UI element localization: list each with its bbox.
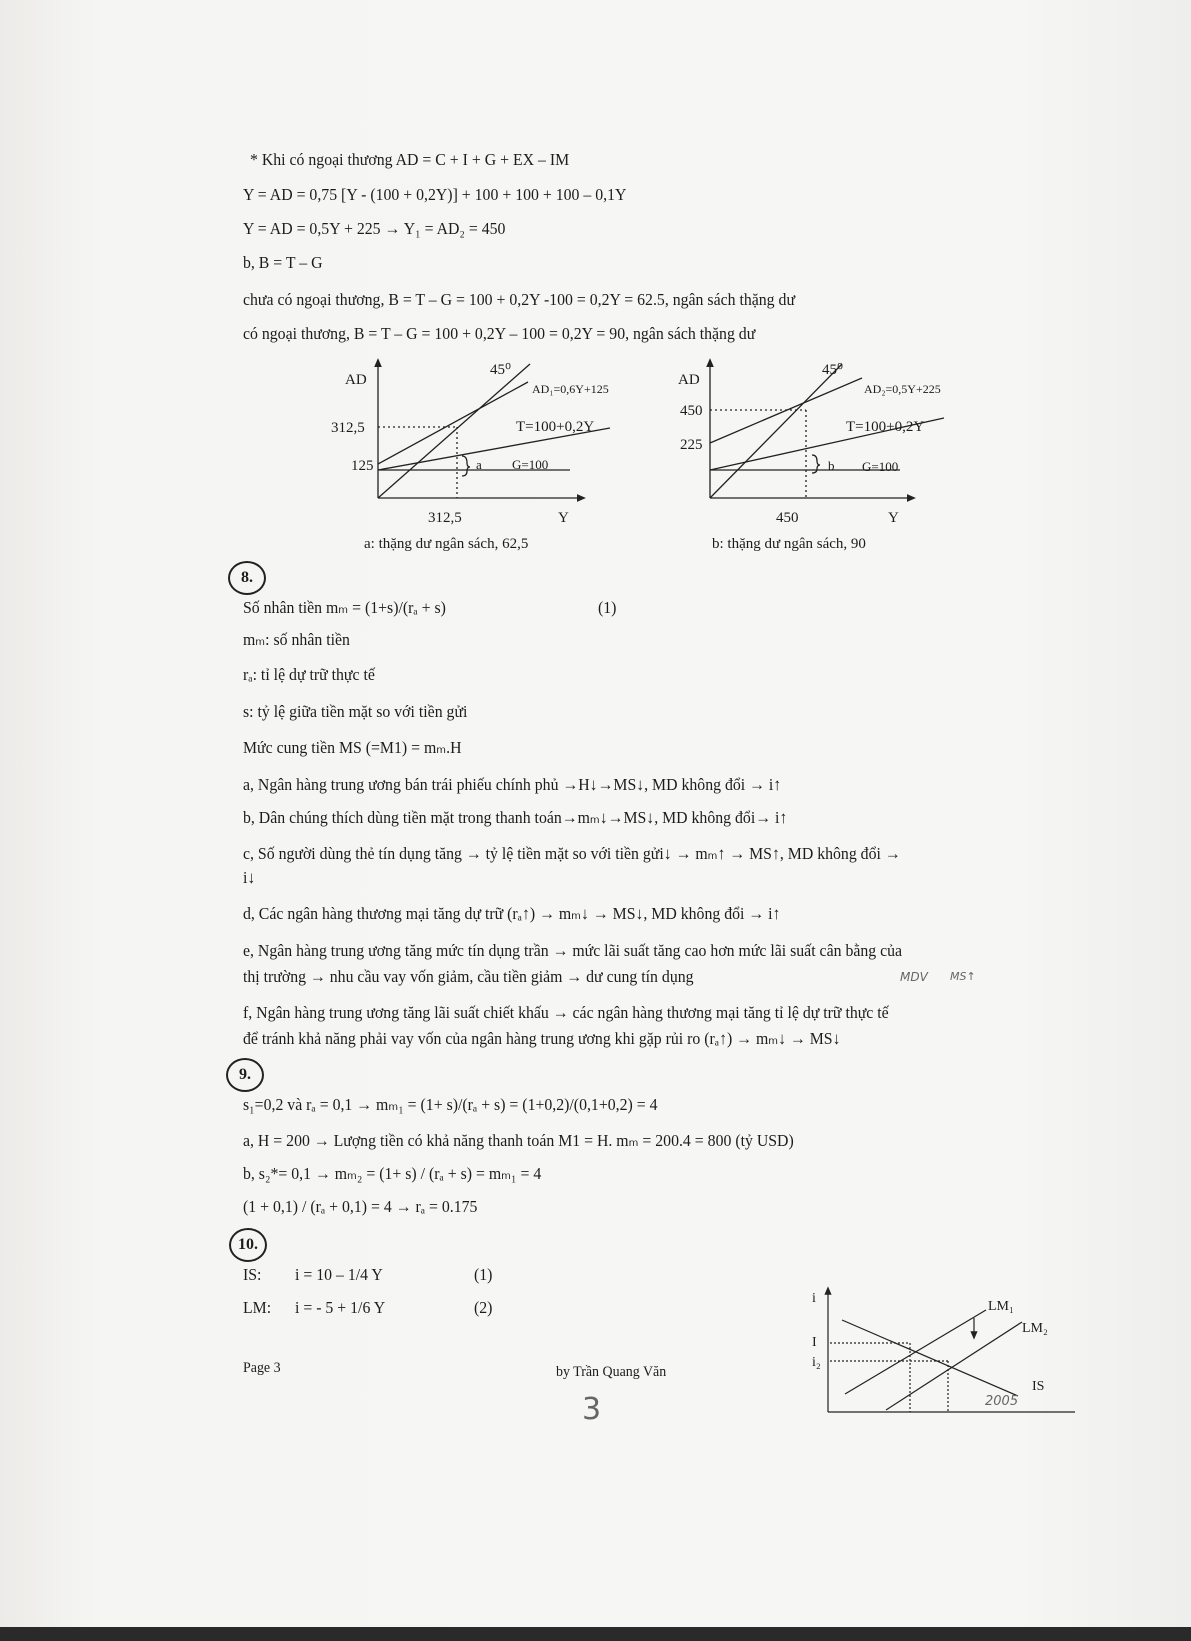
text-line: có ngoại thương, B = T – G = 100 + 0,2Y – 100 = 0,2Y = 90, ngân sách thặng dư (243, 324, 756, 343)
is-equation: i = 10 – 1/4 Y (295, 1265, 383, 1284)
chart-a-x-tick: 312,5 (428, 510, 462, 526)
text-line: e, Ngân hàng trung ương tăng mức tín dụng trần → mức lãi suất tăng cao hơn mức lãi suất cân bằng của (243, 941, 903, 960)
chart-a-y-label: AD (345, 372, 367, 388)
islm-tick: i₂ (812, 1355, 821, 1370)
lm-label: LM: (243, 1298, 272, 1317)
chart-b-brace-label: b (828, 458, 835, 473)
equation-number: (1) (598, 598, 617, 617)
chart-b-t-label: T=100+0,2Y (846, 419, 925, 435)
text-line: b, s₂*= 0,1 → mₘ₂ = (1+ s) / (rₐ + s) = mₘ₁ = 4 (243, 1164, 542, 1183)
section-number-9: 9. (226, 1058, 264, 1092)
chart-b-angle: 45⁰ (822, 362, 844, 378)
text-line: d, Các ngân hàng thương mại tăng dự trữ (rₐ↑) → mₘ↓ → MS↓, MD không đổi → i↑ (243, 904, 781, 923)
chart-a-45-line (378, 364, 530, 498)
chart-a-y-tick: 312,5 (331, 420, 365, 436)
text-line: Mức cung tiền MS (=M1) = mₘ.H (243, 738, 462, 757)
chart-b-g-label: G=100 (862, 459, 899, 474)
chart-a-ad-label: AD₁=0,6Y+125 (532, 382, 609, 396)
text-line: chưa có ngoại thương, B = T – G = 100 + 0,2Y -100 = 0,2Y = 62.5, ngân sách thặng dư (243, 290, 796, 309)
handwritten-note: MS↑ (950, 970, 976, 983)
lm-eq-number: (2) (474, 1298, 493, 1317)
chart-a-brace (462, 456, 470, 476)
text-line: để tránh khả năng phải vay vốn của ngân hàng trung ương khi gặp rủi ro (rₐ↑) → mₘ↓ → MS↓ (243, 1029, 841, 1048)
text-line: Số nhân tiền mₘ = (1+s)/(rₐ + s) (243, 598, 446, 617)
author: by Trần Quang Văn (556, 1364, 667, 1380)
text-line: Y = AD = 0,75 [Y - (100 + 0,2Y)] + 100 + 100 + 100 – 0,1Y (243, 185, 627, 204)
text-line: (1 + 0,1) / (rₐ + 0,1) = 4 → rₐ = 0.175 (243, 1197, 478, 1216)
chart-a-x-label: Y (558, 510, 569, 526)
section-number-8: 8. (228, 561, 266, 595)
chart-a-angle: 45⁰ (490, 362, 512, 378)
text-line: s₁=0,2 và rₐ = 0,1 → mₘ₁ = (1+ s)/(rₐ + s) = (1+0,2)/(0,1+0,2) = 4 (243, 1095, 658, 1114)
handwritten-note: MDV (900, 970, 928, 984)
text-line: f, Ngân hàng trung ương tăng lãi suất chiết khấu → các ngân hàng thương mại tăng tỉ lệ dự trữ thực tế (243, 1003, 889, 1022)
chart-b-y-tick: 450 (680, 403, 703, 419)
handwritten-page-mark: 3 (582, 1392, 602, 1427)
chart-b-x-tick: 450 (776, 510, 799, 526)
text-line: s: tỷ lệ giữa tiền mặt so với tiền gửi (243, 702, 468, 721)
chart-b-y-tick: 225 (680, 437, 703, 453)
lm1-curve (845, 1310, 986, 1394)
is-label: IS: (243, 1265, 262, 1284)
handwritten-year: 2005 (985, 1394, 1019, 1409)
text-line: a, H = 200 → Lượng tiền có khả năng thanh toán M1 = H. mₘ = 200.4 = 800 (tỷ USD) (243, 1131, 794, 1150)
chart-a-y-tick: 125 (351, 458, 374, 474)
chart-b-ad-label: AD₂=0,5Y+225 (864, 382, 941, 396)
chart-a-g-label: G=100 (512, 457, 549, 472)
chart-a-caption: a: thặng dư ngân sách, 62,5 (364, 536, 529, 552)
text-line: b, Dân chúng thích dùng tiền mặt trong thanh toán→mₘ↓→MS↓, MD không đổi→ i↑ (243, 808, 788, 827)
lm1-label: LM₁ (988, 1299, 1014, 1314)
text-line: a, Ngân hàng trung ương bán trái phiếu chính phủ →H↓→MS↓, MD không đổi → i↑ (243, 775, 782, 794)
chart-b-caption: b: thặng dư ngân sách, 90 (712, 536, 866, 552)
is-curve (842, 1320, 1018, 1396)
is-eq-number: (1) (474, 1265, 493, 1284)
scan-edge (0, 1627, 1191, 1641)
section-number-10: 10. (229, 1228, 267, 1262)
chart-a-ad-line (378, 382, 528, 464)
lm2-label: LM₂ (1022, 1321, 1048, 1336)
page-number: Page 3 (243, 1360, 281, 1376)
chart-b-y-label: AD (678, 372, 700, 388)
chart-b-45-line (710, 364, 842, 498)
text-line: c, Số người dùng thẻ tín dụng tăng → tỷ lệ tiền mặt so với tiền gửi↓ → mₘ↑ → MS↑, MD không đổi → (243, 844, 901, 863)
lm-equation: i = - 5 + 1/6 Y (295, 1298, 386, 1317)
chart-a-t-label: T=100+0,2Y (516, 419, 595, 435)
is-label-chart: IS (1032, 1379, 1045, 1394)
ad-diagrams (0, 0, 1191, 560)
text-line: b, B = T – G (243, 253, 323, 272)
text-line: rₐ: tỉ lệ dự trữ thực tế (243, 665, 375, 684)
islm-tick: I (812, 1335, 817, 1350)
text-line: thị trường → nhu cầu vay vốn giảm, cầu tiền giảm → dư cung tín dụng (243, 967, 694, 986)
text-line: Y = AD = 0,5Y + 225 → Y₁ = AD₂ = 450 (243, 219, 506, 238)
text-line: * Khi có ngoại thương AD = C + I + G + EX – IM (250, 150, 570, 169)
text-line: i↓ (243, 868, 256, 887)
chart-b-x-label: Y (888, 510, 899, 526)
text-line: mₘ: số nhân tiền (243, 630, 350, 649)
is-lm-diagram (790, 1280, 1090, 1430)
chart-a-brace-label: a (476, 457, 482, 472)
islm-y-label: i (812, 1291, 816, 1306)
